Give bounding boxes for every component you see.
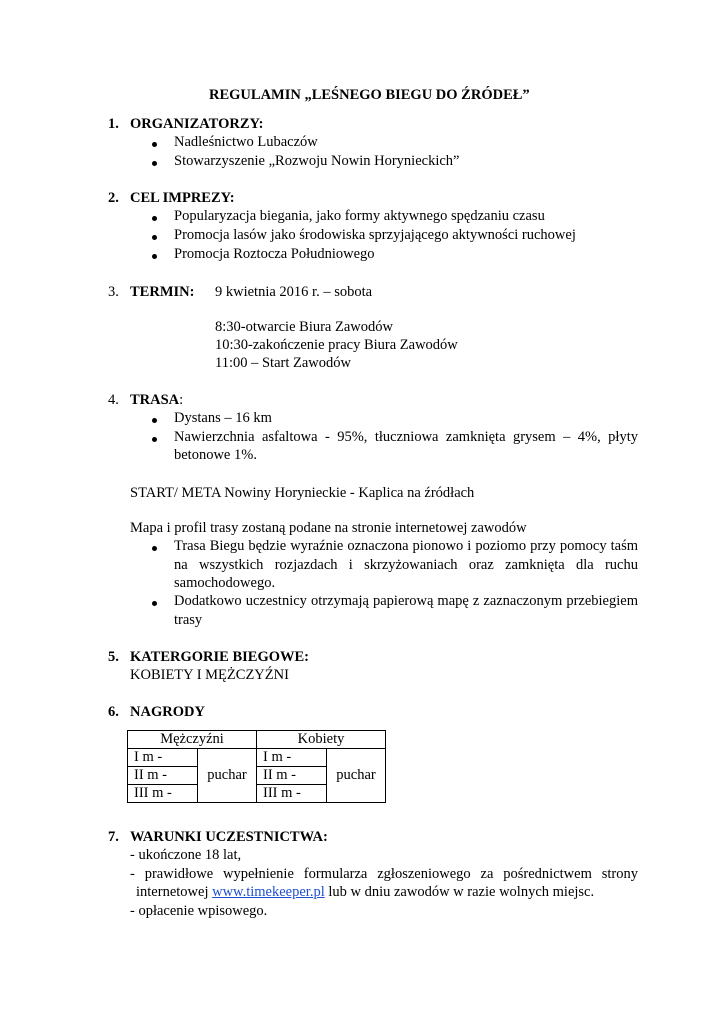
condition-item-continuation bbox=[136, 883, 594, 901]
list-item: Promocja lasów jako środowiska sprzyjającego aktywności ruchowej bbox=[174, 227, 576, 243]
section-4-heading: TRASA bbox=[130, 392, 180, 408]
list-item: Dystans – 16 km bbox=[174, 410, 272, 426]
table-row bbox=[128, 749, 386, 767]
table-cell-place: I m - bbox=[257, 749, 327, 767]
start-meta-text: START/ META Nowiny Horynieckie - Kaplica na źródłach bbox=[130, 485, 475, 501]
bullet-icon bbox=[152, 601, 157, 606]
section-4-colon: : bbox=[179, 392, 184, 408]
map-note-text: Mapa i profil trasy zostaną podane na stronie internetowej zawodów bbox=[130, 520, 527, 536]
timekeeper-link[interactable]: www.timekeeper.pl bbox=[212, 884, 325, 900]
bullet-icon bbox=[152, 161, 157, 166]
condition-item: - opłacenie wpisowego. bbox=[130, 903, 268, 919]
section-3-heading: TERMIN: bbox=[130, 284, 195, 300]
bullet-icon bbox=[152, 418, 157, 423]
bullet-icon bbox=[152, 235, 157, 240]
section-3-number: 3. bbox=[108, 284, 119, 300]
section-7-number: 7. bbox=[108, 829, 119, 845]
section-2-heading: CEL IMPREZY: bbox=[130, 190, 235, 206]
table-cell-place: I m - bbox=[128, 749, 198, 767]
condition-text: internetowej bbox=[136, 884, 209, 900]
table-cell-prize: puchar bbox=[198, 749, 257, 803]
table-row bbox=[128, 731, 386, 749]
list-item-continuation: trasy bbox=[174, 612, 203, 628]
list-item: Trasa Biegu będzie wyraźnie oznaczona pionowo i poziomo przy pomocy taśm bbox=[174, 538, 638, 554]
categories-text: KOBIETY I MĘŻCZYŹNI bbox=[130, 667, 289, 683]
event-date: 9 kwietnia 2016 r. – sobota bbox=[215, 284, 373, 300]
prizes-table bbox=[127, 730, 386, 803]
list-item-continuation: betonowe 1%. bbox=[174, 447, 257, 463]
table-header-men: Mężczyźni bbox=[128, 731, 257, 749]
document-title: REGULAMIN „LEŚNEGO BIEGU DO ŹRÓDEŁ” bbox=[209, 87, 530, 103]
bullet-icon bbox=[152, 216, 157, 221]
bullet-icon bbox=[152, 437, 157, 442]
condition-text: lub w dniu zawodów w razie wolnych miejsc. bbox=[328, 884, 595, 900]
table-cell-place: III m - bbox=[257, 785, 327, 803]
bullet-icon bbox=[152, 142, 157, 147]
list-item-continuation: samochodowego. bbox=[174, 575, 276, 591]
list-item: Nadleśnictwo Lubaczów bbox=[174, 134, 318, 150]
condition-item: - ukończone 18 lat, bbox=[130, 847, 242, 863]
table-cell-prize: puchar bbox=[327, 749, 386, 803]
bullet-icon bbox=[152, 546, 157, 551]
list-item-continuation: na wszystkich rozjazdach i skrzyżowaniach oraz zamknięta dla ruchu bbox=[174, 557, 638, 573]
list-item: Dodatkowo uczestnicy otrzymają papierową mapę z zaznaczonym przebiegiem bbox=[174, 593, 638, 609]
condition-item: - prawidłowe wypełnienie formularza zgłoszeniowego za pośrednictwem strony bbox=[130, 866, 638, 882]
schedule-item: 10:30-zakończenie pracy Biura Zawodów bbox=[215, 337, 458, 353]
list-item: Popularyzacja biegania, jako formy aktywnego spędzaniu czasu bbox=[174, 208, 545, 224]
schedule-item: 11:00 – Start Zawodów bbox=[215, 355, 351, 371]
section-5-number: 5. bbox=[108, 649, 119, 665]
schedule-item: 8:30-otwarcie Biura Zawodów bbox=[215, 319, 393, 335]
list-item: Promocja Roztocza Południowego bbox=[174, 246, 375, 262]
table-cell-place: II m - bbox=[128, 767, 198, 785]
section-1-number: 1. bbox=[108, 116, 119, 132]
section-4-heading-line bbox=[130, 391, 183, 409]
table-cell-place: III m - bbox=[128, 785, 198, 803]
table-cell-place: II m - bbox=[257, 767, 327, 785]
section-6-heading: NAGRODY bbox=[130, 704, 205, 720]
section-4-number: 4. bbox=[108, 392, 119, 408]
table-header-women: Kobiety bbox=[257, 731, 386, 749]
bullet-icon bbox=[152, 254, 157, 259]
list-item: Nawierzchnia asfaltowa - 95%, tłuczniowa zamknięta grysem – 4%, płyty bbox=[174, 429, 638, 445]
section-2-number: 2. bbox=[108, 190, 119, 206]
section-1-heading: ORGANIZATORZY: bbox=[130, 116, 264, 132]
section-7-heading: WARUNKI UCZESTNICTWA: bbox=[130, 829, 328, 845]
section-5-heading: KATERGORIE BIEGOWE: bbox=[130, 649, 309, 665]
list-item: Stowarzyszenie „Rozwoju Nowin Horynieckich” bbox=[174, 153, 460, 169]
section-6-number: 6. bbox=[108, 704, 119, 720]
